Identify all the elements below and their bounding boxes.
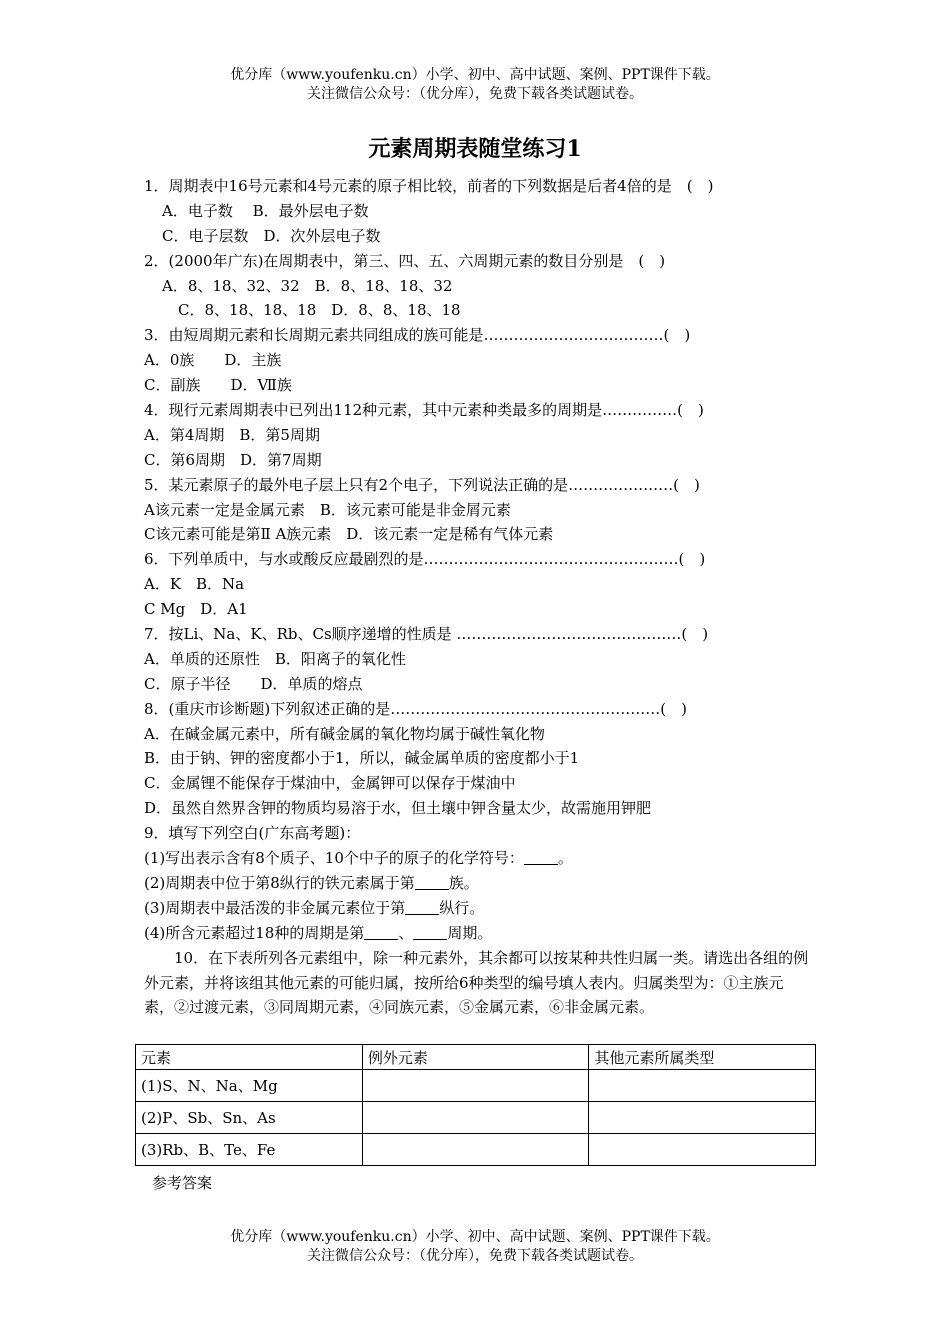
element-group-table [135, 1044, 816, 1166]
q9-sub-4-sep: 、 [398, 923, 414, 942]
q7-options-cd: C．原子半径 D．单质的熔点 [144, 674, 363, 693]
q1-options-cd: C．电子层数 D．次外层电子数 [162, 226, 381, 245]
document-title: 元素周期表随堂练习1 [368, 136, 582, 162]
q6-options-cd: C Mg D．A1 [144, 600, 248, 619]
table-cell-type[interactable] [589, 1134, 816, 1166]
q5-options-cd: C该元素可能是第Ⅱ A族元素 D．该元素一定是稀有气体元素 [144, 525, 554, 544]
q2-stem: 2．(2000年广东)在周期表中，第三、四、五、六周期元素的数目分别是 ( ) [144, 251, 666, 270]
q9-stem: 9．填写下列空白(广东高考题)： [144, 824, 361, 843]
table-cell-elements: (2)P、Sb、Sn、As [136, 1102, 363, 1134]
q9-sub-3 [144, 896, 816, 921]
q6-stem: 6．下列单质中，与水或酸反应最剧烈的是……………………………………………( ) [144, 550, 706, 569]
q9-blank-4b[interactable] [413, 923, 447, 940]
q9-sub-4-text: (4)所含元素超过18种的周期是第 [144, 923, 365, 942]
header-line-2: 关注微信公众号：（优分库），免费下载各类试题试卷。 [307, 86, 643, 102]
table-cell-exception[interactable] [362, 1134, 589, 1166]
table-cell-type[interactable] [589, 1102, 816, 1134]
q9-blank-2[interactable] [415, 873, 449, 890]
table-header-cell: 元素 [136, 1045, 363, 1070]
q4-options-ab: A．第4周期 B．第5周期 [144, 425, 320, 444]
q9-sub-2-end: 族。 [448, 873, 479, 892]
page-header [0, 66, 950, 104]
q9-sub-1-text: (1)写出表示含有8个质子、10个中子的原子的化学符号： [144, 849, 524, 868]
header-line-1: 优分库（www.youfenku.cn）小学、初中、高中试题、案例、PPT课件下载。 [230, 67, 720, 83]
page-footer [0, 1228, 950, 1266]
table-row [136, 1134, 816, 1166]
q8-option-c: C．金属锂不能保存于煤油中，金属钾可以保存于煤油中 [144, 774, 516, 793]
q8-option-a: A．在碱金属元素中，所有碱金属的氧化物均属于碱性氧化物 [144, 724, 545, 743]
q9-sub-4-end: 周期。 [447, 923, 493, 942]
q6-options-ab: A．K B．Na [144, 575, 245, 594]
q5-options-ab: A该元素一定是金属元素 B．该元素可能是非金屑元素 [144, 500, 511, 519]
q7-stem: 7．按Li、Na、K、Rb、Cs顺序递增的性质是 ………………………………………( ) [144, 625, 709, 644]
table-cell-elements: (3)Rb、B、Te、Fe [136, 1134, 363, 1166]
q5-stem: 5．某元素原子的最外电子层上只有2个电子，下列说法正确的是…………………( ) [144, 475, 700, 494]
q9-blank-1[interactable] [524, 848, 558, 865]
q10-text: 10．在下表所列各元素组中，除一种元素外，其余都可以按某种共性归属一类。请选出各组的例外元素，并将该组其他元素的可能归属，按所给6种类型的编号填人表内。归属类型为：①主族元素，②过渡元素，③同周期元素，④同族元素，⑤金属元素，⑥非金属元素。 [144, 948, 809, 1017]
q9-sub-3-text: (3)周期表中最活泼的非金属元素位于第 [144, 898, 406, 917]
q9-blank-4a[interactable] [364, 923, 398, 940]
q9-sub-3-end: 纵行。 [439, 898, 485, 917]
table-cell-exception[interactable] [362, 1102, 589, 1134]
footer-line-1: 优分库（www.youfenku.cn）小学、初中、高中试题、案例、PPT课件下载。 [230, 1229, 720, 1245]
question-list [144, 174, 816, 1020]
answer-label: 参考答案 [152, 1174, 213, 1192]
table-header-row [136, 1045, 816, 1070]
q8-option-d: D．虽然自然界含钾的物质均易溶于水，但土壤中钾含量太少，故需施用钾肥 [144, 799, 652, 818]
q8-stem: 8．(重庆市诊断题)下列叙述正确的是………………………………………………( ) [144, 699, 687, 718]
footer-line-2: 关注微信公众号：（优分库），免费下载各类试题试卷。 [307, 1248, 643, 1264]
q9-sub-2 [144, 871, 816, 896]
table-row [136, 1102, 816, 1134]
table-cell-type[interactable] [589, 1070, 816, 1102]
table-header-cell: 其他元素所属类型 [589, 1045, 816, 1070]
q2-options-ab: A．8、18、32、32 B．8、18、18、32 [162, 276, 453, 295]
table-cell-exception[interactable] [362, 1070, 589, 1102]
table-header-cell: 例外元素 [362, 1045, 589, 1070]
table-cell-elements: (1)S、N、Na、Mg [136, 1070, 363, 1102]
q9-sub-4 [144, 921, 816, 946]
q3-options-cd: C．副族 D．Ⅶ族 [144, 376, 292, 395]
q9-blank-3[interactable] [405, 898, 439, 915]
q9-sub-1-end: 。 [557, 849, 573, 868]
q3-options-ab: A．0族 D．主族 [144, 351, 282, 370]
table-row [136, 1070, 816, 1102]
q3-stem: 3．由短周期元素和长周期元素共同组成的族可能是………………………………( ) [144, 326, 691, 345]
q7-options-ab: A．单质的还原性 B．阳离子的氧化性 [144, 649, 406, 668]
q1-stem: 1．周期表中16号元素和4号元素的原子相比较，前者的下列数据是后者4倍的是 ( ) [144, 177, 714, 195]
q8-option-b: B．由于钠、钾的密度都小于1，所以，碱金属单质的密度都小于1 [144, 749, 580, 768]
q9-sub-1 [144, 846, 816, 871]
q9-sub-2-text: (2)周期表中位于第8纵行的铁元素属于第 [144, 873, 415, 892]
q4-options-cd: C．第6周期 D．第7周期 [144, 450, 322, 469]
q4-stem: 4．现行元素周期表中已列出112种元素，其中元素种类最多的周期是……………( ) [144, 401, 704, 420]
q2-options-cd: C．8、18、18、18 D．8、8、18、18 [178, 301, 461, 320]
q1-options-ab: A．电子数 B．最外层电子数 [162, 201, 369, 220]
